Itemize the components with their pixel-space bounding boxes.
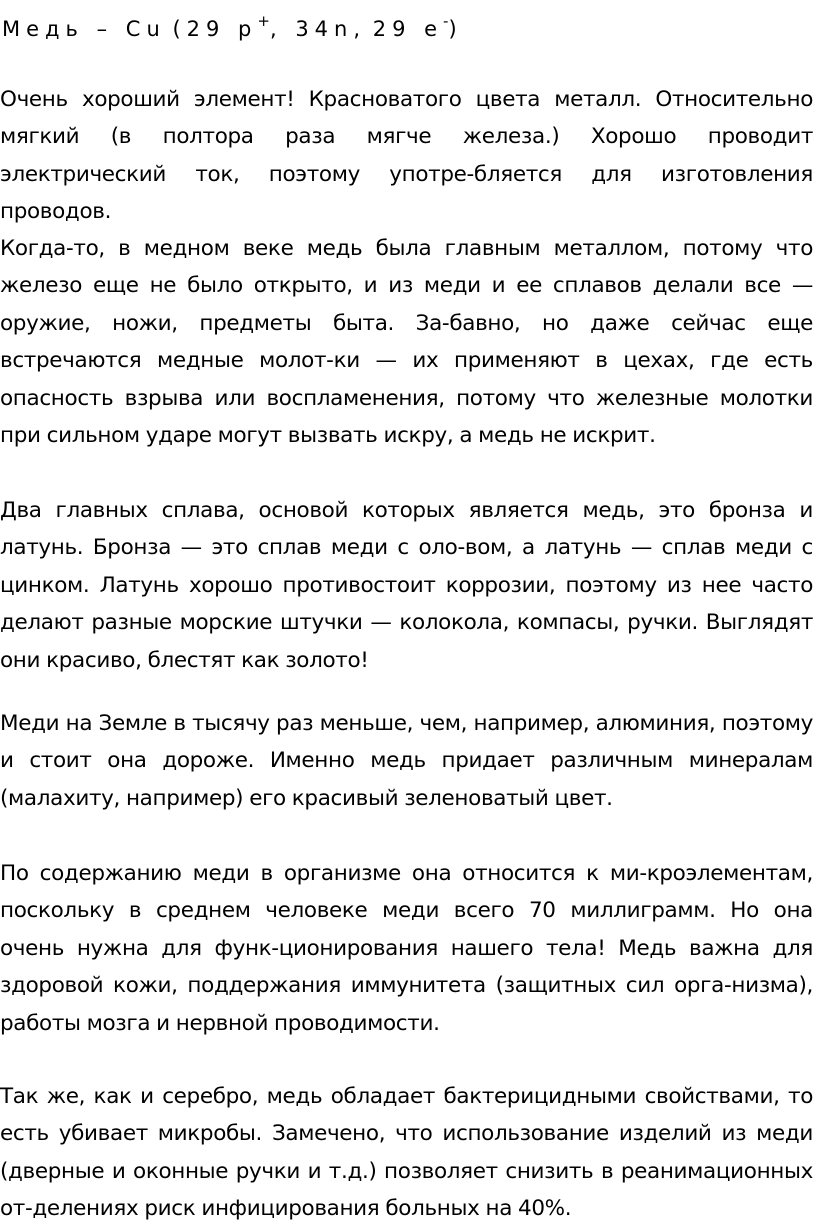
text-line: (малахиту, например) его красивый зеленоватый цвет. <box>0 785 613 811</box>
text-line: работы мозга и нервной проводимости. <box>0 1010 440 1036</box>
paragraph-antibacterial <box>0 1078 813 1228</box>
text-line: делают разные морские штучки — колокола, компасы, ручки. Выглядят <box>0 610 813 636</box>
element-title <box>2 14 463 44</box>
text-line: при сильном ударе могут вызвать искру, а медь не искрит. <box>0 422 656 448</box>
title-close-paren: ) <box>448 17 463 41</box>
title-open-paren: ( <box>172 17 187 41</box>
text-line: поскольку в среднем человеке меди всего 70 миллиграмм. Но она <box>0 898 813 924</box>
text-line: Когда-то, в медном веке медь была главным металлом, потому что <box>0 236 813 261</box>
electron-charge: - <box>443 12 449 30</box>
paragraph-intro <box>0 81 813 231</box>
text-line: и стоит она дороже. Именно медь придает различным минералам <box>0 748 813 774</box>
paragraph-alloys <box>0 492 813 679</box>
paragraph-biology <box>0 855 813 1042</box>
text-line: Два главных сплава, основой которых является медь, это бронза и <box>0 498 813 523</box>
text-line: есть убивает микробы. Замечено, что использование изделий из меди <box>0 1121 813 1147</box>
proton-charge: + <box>257 12 270 30</box>
paragraph-abundance <box>0 705 813 817</box>
text-line: (дверные и оконные ручки и т.д.) позволяет снизить в реанимационных <box>0 1158 813 1184</box>
text-line: цинком. Латунь хорошо противостоит коррозии, поэтому из нее часто <box>0 572 813 598</box>
text-line: очень нужна для функ-ционирования нашего тела! Медь важна для <box>0 935 813 961</box>
text-line: проводов. <box>0 199 112 225</box>
text-line: мягкий (в полтора раза мягче железа.) Хорошо проводит <box>0 124 813 150</box>
text-line: По содержанию меди в организме она относится к ми-кроэлементам, <box>0 861 813 886</box>
text-line: опасность взрыва или воспламенения, потому что железные молотки <box>0 385 813 411</box>
text-line: встречаются медные молот-ки — их применяют в цехах, где есть <box>0 348 813 374</box>
electron-count: 29 e <box>372 17 444 41</box>
neutron-count: , 34n, <box>269 17 367 41</box>
text-line: Меди на Земле в тысячу раз меньше, чем, например, алюминия, поэтому <box>0 711 813 736</box>
paragraph-history <box>0 230 813 454</box>
text-line: здоровой кожи, поддержания иммунитета (защитных сил орга-низма), <box>0 973 813 999</box>
text-line: Так же, как и серебро, медь обладает бактерицидными свойствами, то <box>0 1084 813 1109</box>
proton-count: 29 p <box>186 17 258 41</box>
text-line: они красиво, блестят как золото! <box>0 647 369 673</box>
element-name: Медь – Cu <box>2 17 166 41</box>
text-line: от-делениях риск инфицирования больных на 40%. <box>0 1196 572 1222</box>
text-line: латунь. Бронза — это сплав меди с оло-вом, а латунь — сплав меди с <box>0 535 813 561</box>
text-line: Очень хороший элемент! Красноватого цвета металл. Относительно <box>0 87 813 112</box>
text-line: железо еще не было открыто, и из меди и ее сплавов делали все — <box>0 273 813 299</box>
text-line: оружие, ножи, предметы быта. За-бавно, но даже сейчас еще <box>0 310 813 336</box>
text-line: электрический ток, поэтому употре-бляется для изготовления <box>0 161 813 187</box>
